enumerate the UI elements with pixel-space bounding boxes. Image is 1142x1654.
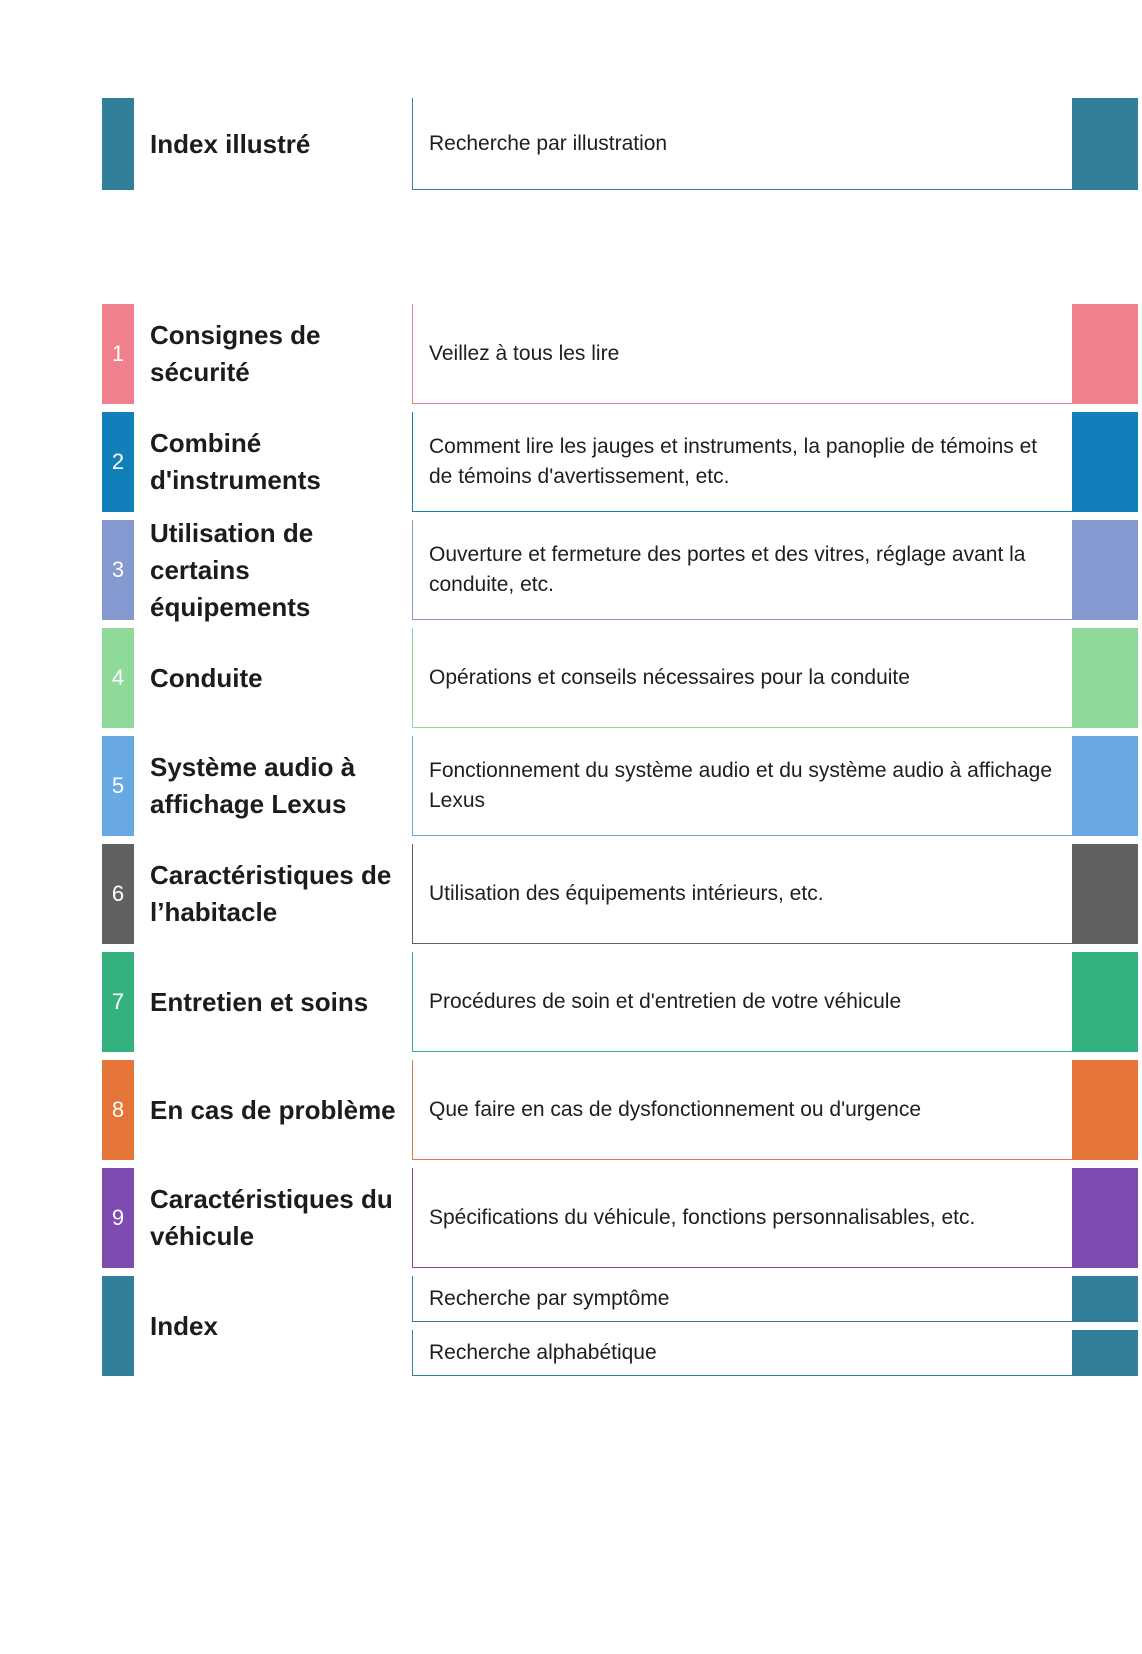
chapter-title: Conduite (150, 662, 263, 693)
chapter-title: Caractéristiques du véhicule (150, 1184, 393, 1251)
chapter-number-tab: 2 (102, 412, 134, 512)
chapter-edge-tab[interactable] (1072, 1060, 1138, 1160)
chapter-edge-tab[interactable] (1072, 304, 1138, 404)
chapter-number-tab: 7 (102, 952, 134, 1052)
chapter-number-tab: 6 (102, 844, 134, 944)
chapter-number-tab: 1 (102, 304, 134, 404)
alpha-search-row[interactable] (0, 1330, 1142, 1376)
chapter-row-6[interactable] (0, 844, 1142, 944)
chapter-edge-tab[interactable] (1072, 952, 1138, 1052)
chapter-row-9[interactable] (0, 1168, 1142, 1268)
illustrated-index-title: Index illustré (150, 128, 311, 159)
chapter-title: Combiné d'instruments (150, 428, 321, 495)
illustrated-index-description: Recherche par illustration (412, 98, 1072, 190)
illustrated-index-edge-tab[interactable] (1072, 98, 1138, 190)
chapter-description: Veillez à tous les lire (412, 304, 1072, 404)
chapter-description: Ouverture et fermeture des portes et des vitres, réglage avant la conduite, etc. (412, 520, 1072, 620)
chapter-title: Consignes de sécurité (150, 320, 321, 387)
illustrated-index-tab (102, 98, 134, 190)
chapter-edge-tab[interactable] (1072, 412, 1138, 512)
index-title: Index (150, 1310, 218, 1341)
chapter-title: Caractéristiques de l’habitacle (150, 860, 392, 927)
chapter-edge-tab[interactable] (1072, 520, 1138, 620)
chapter-row-3[interactable] (0, 517, 1142, 622)
chapter-description: Comment lire les jauges et instruments, la panoplie de témoins et de témoins d'avertissement, etc. (412, 412, 1072, 512)
alpha-search-edge-tab[interactable] (1072, 1330, 1138, 1376)
chapter-title: Entretien et soins (150, 986, 369, 1017)
chapter-number-tab: 9 (102, 1168, 134, 1268)
alpha-search-link[interactable]: Recherche alphabétique (412, 1330, 1072, 1376)
chapter-row-8[interactable] (0, 1060, 1142, 1160)
symptom-search-link[interactable]: Recherche par symptôme (412, 1276, 1072, 1322)
chapter-number-tab: 4 (102, 628, 134, 728)
chapter-number-tab: 3 (102, 520, 134, 620)
chapter-description: Procédures de soin et d'entretien de votre véhicule (412, 952, 1072, 1052)
symptom-search-row[interactable] (0, 1276, 1142, 1322)
chapter-row-4[interactable] (0, 628, 1142, 728)
symptom-search-edge-tab[interactable] (1072, 1276, 1138, 1322)
chapter-edge-tab[interactable] (1072, 628, 1138, 728)
chapter-row-5[interactable] (0, 736, 1142, 836)
chapter-row-2[interactable] (0, 412, 1142, 512)
chapter-description: Utilisation des équipements intérieurs, etc. (412, 844, 1072, 944)
chapter-description: Spécifications du véhicule, fonctions personnalisables, etc. (412, 1168, 1072, 1268)
chapter-description: Opérations et conseils nécessaires pour la conduite (412, 628, 1072, 728)
chapter-number-tab: 5 (102, 736, 134, 836)
chapter-description: Fonctionnement du système audio et du système audio à affichage Lexus (412, 736, 1072, 836)
chapter-title: Système audio à affichage Lexus (150, 752, 356, 819)
chapter-edge-tab[interactable] (1072, 844, 1138, 944)
chapter-number-tab: 8 (102, 1060, 134, 1160)
chapter-row-1[interactable] (0, 304, 1142, 404)
chapter-title: Utilisation de certains équipements (150, 517, 314, 622)
chapter-row-7[interactable] (0, 952, 1142, 1052)
chapter-edge-tab[interactable] (1072, 736, 1138, 836)
chapter-title: En cas de problème (150, 1094, 396, 1125)
illustrated-index-row[interactable] (0, 98, 1142, 190)
chapter-description: Que faire en cas de dysfonctionnement ou d'urgence (412, 1060, 1072, 1160)
chapter-edge-tab[interactable] (1072, 1168, 1138, 1268)
